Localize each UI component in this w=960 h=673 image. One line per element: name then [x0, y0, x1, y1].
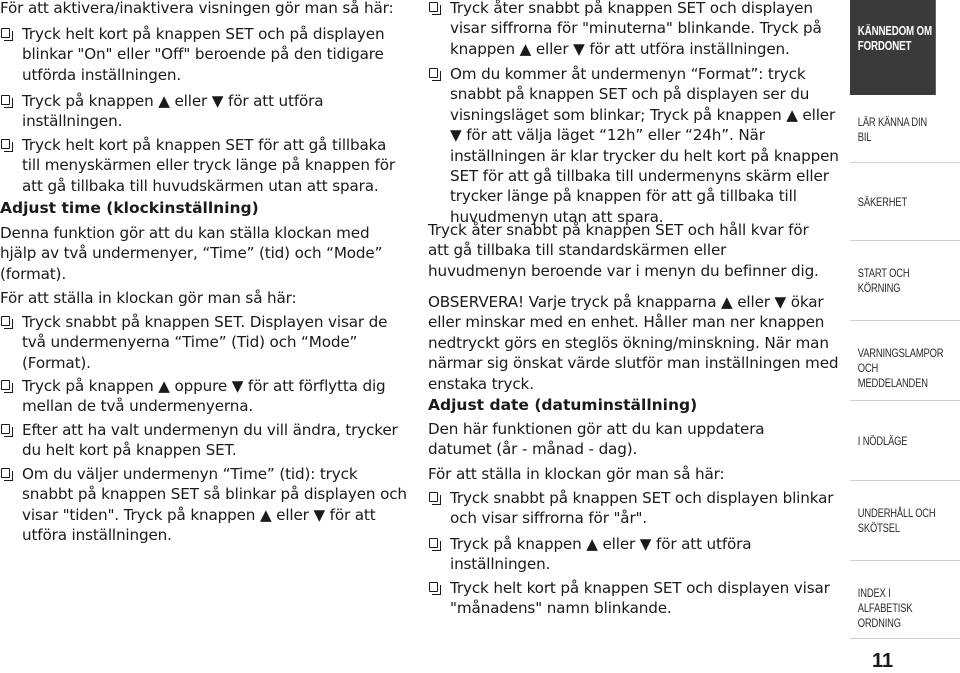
paragraph: För att ställa in klockan gör man så här:: [0, 289, 297, 307]
page-number: 11: [872, 650, 894, 672]
paragraph: Denna funktion gör att du kan ställa klockan med hjälp av två undermenyer, “Time” (tid) och “Mode” (format).: [0, 224, 383, 283]
bullet-item: [0, 420, 408, 461]
sidebar-item-kannedom-om-fordonet[interactable]: [850, 0, 936, 95]
chapter-index-sidebar: [850, 0, 960, 671]
checkbox-bullet-icon: [429, 2, 438, 12]
checkbox-bullet-icon: [429, 492, 438, 502]
bullet-item: [428, 488, 850, 529]
divider: [850, 320, 960, 321]
sidebar-item-label: KÖRNING: [857, 281, 901, 295]
divider: [850, 240, 960, 241]
sidebar-item-label: SÄKERHET: [857, 195, 908, 209]
checkbox-bullet-icon: [1, 468, 10, 478]
bullet-text: Tryck på knappen ▲ oppure ▼ för att förflytta dig mellan de två undermenyerna.: [22, 377, 386, 416]
bullet-text: Tryck helt kort på knappen SET för att gå tillbaka till menyskärmen eller tryck länge på knappen för att gå tillbaka till huvudskärmen utan att spara.: [22, 136, 395, 195]
paragraph: Den här funktionen gör att du kan uppdatera datumet (år - månad - dag).: [428, 420, 765, 459]
divider: [850, 400, 960, 401]
sidebar-item-varningslampor[interactable]: [850, 346, 944, 390]
sidebar-item-label: LÄR KÄNNA DIN BIL: [857, 115, 928, 144]
checkbox-bullet-icon: [1, 380, 10, 390]
sidebar-item-label: VARNINGSLAMPOR: [857, 346, 944, 360]
bullet-item: [0, 312, 414, 373]
bullet-text: Tryck snabbt på knappen SET. Displayen visar de två undermenyerna “Time” (Tid) och “Mode” (Format).: [22, 313, 388, 372]
checkbox-bullet-icon: [1, 95, 10, 105]
checkbox-bullet-icon: [429, 538, 438, 548]
bullet-text: Tryck åter snabbt på knappen SET och displayen visar siffrorna för "minuterna" blinkande. Tryck på knappen ▲ eller ▼ för att utföra inställningen.: [450, 0, 822, 58]
sidebar-item-label: ORDNING: [857, 616, 901, 630]
sidebar-item-label: INDEX I ALFABETISK: [857, 586, 913, 615]
sidebar-item-label: FORDONET: [857, 39, 912, 53]
bullet-item: [0, 135, 408, 196]
bullet-item: [0, 91, 408, 132]
paragraph: För att aktivera/inaktivera visningen gör man så här:: [0, 0, 394, 17]
sidebar-item-label: I NÖDLÄGE: [857, 434, 908, 448]
sidebar-item-index[interactable]: [850, 586, 936, 630]
paragraph: För att ställa in klockan gör man så här:: [428, 465, 725, 483]
checkbox-bullet-icon: [1, 316, 10, 326]
checkbox-bullet-icon: [1, 139, 10, 149]
bullet-text: Efter att ha valt undermenyn du vill ändra, trycker du helt kort på knappen SET.: [22, 421, 398, 460]
divider: [850, 638, 960, 639]
bullet-item: [0, 376, 408, 417]
bullet-item: [428, 64, 850, 227]
section-heading: Adjust time (klockinställning): [0, 199, 259, 217]
bullet-item: [428, 0, 850, 59]
checkbox-bullet-icon: [429, 582, 438, 592]
bullet-text: Tryck helt kort på knappen SET och displayen visar "månadens" namn blinkande.: [450, 579, 830, 618]
sidebar-item-label: OCH MEDDELANDEN: [857, 361, 928, 390]
divider: [850, 560, 960, 561]
bullet-text: Om du kommer åt undermenyn “Format”: tryck snabbt på knappen SET och på displayen ser du visningsläget som blinkar; Tryck på knappen ▲ eller ▼ för att välja läget “12h” eller “24h”. När inställningen är klar trycker du helt kort på knappen SET för att gå tillbaka till undermenyns skärm eller trycker länge på knappen för att gå tillbaka till huvudmenyn utan att spara.: [450, 65, 839, 226]
sidebar-item-underhall-och-skotsel[interactable]: [850, 506, 936, 538]
paragraph: OBSERVERA! Varje tryck på knapparna ▲ eller ▼ ökar eller minskar med en enhet. Håller man ner knappen nedtryckt görs en steglös ökning/minskning. När man närmar sig önskat värde slutför man inställningen med enstaka tryck.: [428, 293, 839, 393]
checkbox-bullet-icon: [1, 28, 10, 38]
sidebar-item-i-nodlage[interactable]: [850, 434, 936, 452]
bullet-text: Tryck helt kort på knappen SET och på displayen blinkar "On" eller "Off" beroende på den tidigare utförda inställningen.: [22, 25, 385, 84]
checkbox-bullet-icon: [1, 424, 10, 434]
sidebar-item-label: START OCH: [857, 266, 910, 280]
bullet-text: Tryck snabbt på knappen SET och displayen blinkar och visar siffrorna för "år".: [450, 489, 834, 528]
sidebar-item-sakerhet[interactable]: [850, 195, 936, 213]
paragraph: Tryck åter snabbt på knappen SET och håll kvar för att gå tillbaka till standardskärmen eller huvudmenyn beroende var i menyn du befinner dig.: [428, 221, 819, 280]
checkbox-bullet-icon: [429, 68, 438, 78]
bullet-item: [0, 24, 408, 85]
bullet-item: [428, 534, 850, 575]
divider: [850, 480, 960, 481]
sidebar-item-label: SKÖTSEL: [857, 521, 900, 535]
bullet-item: [0, 464, 408, 546]
sidebar-item-label: KÄNNEDOM OM: [857, 24, 932, 38]
divider: [850, 162, 960, 163]
bullet-item: [428, 578, 850, 619]
bullet-text: Tryck på knappen ▲ eller ▼ för att utföra inställningen.: [22, 92, 324, 131]
bullet-text: Om du väljer undermenyn “Time” (tid): tryck snabbt på knappen SET så blinkar på displayen och visar "tiden". Tryck på knappen ▲ eller ▼ för att utföra inställningen.: [22, 465, 407, 545]
section-heading: Adjust date (datuminställning): [428, 396, 698, 414]
bullet-text: Tryck på knappen ▲ eller ▼ för att utföra inställningen.: [450, 535, 752, 574]
sidebar-item-lar-kanna-din-bil[interactable]: [850, 115, 936, 144]
sidebar-item-start-och-korning[interactable]: [850, 266, 936, 298]
sidebar-item-label: UNDERHÅLL OCH: [857, 506, 936, 520]
